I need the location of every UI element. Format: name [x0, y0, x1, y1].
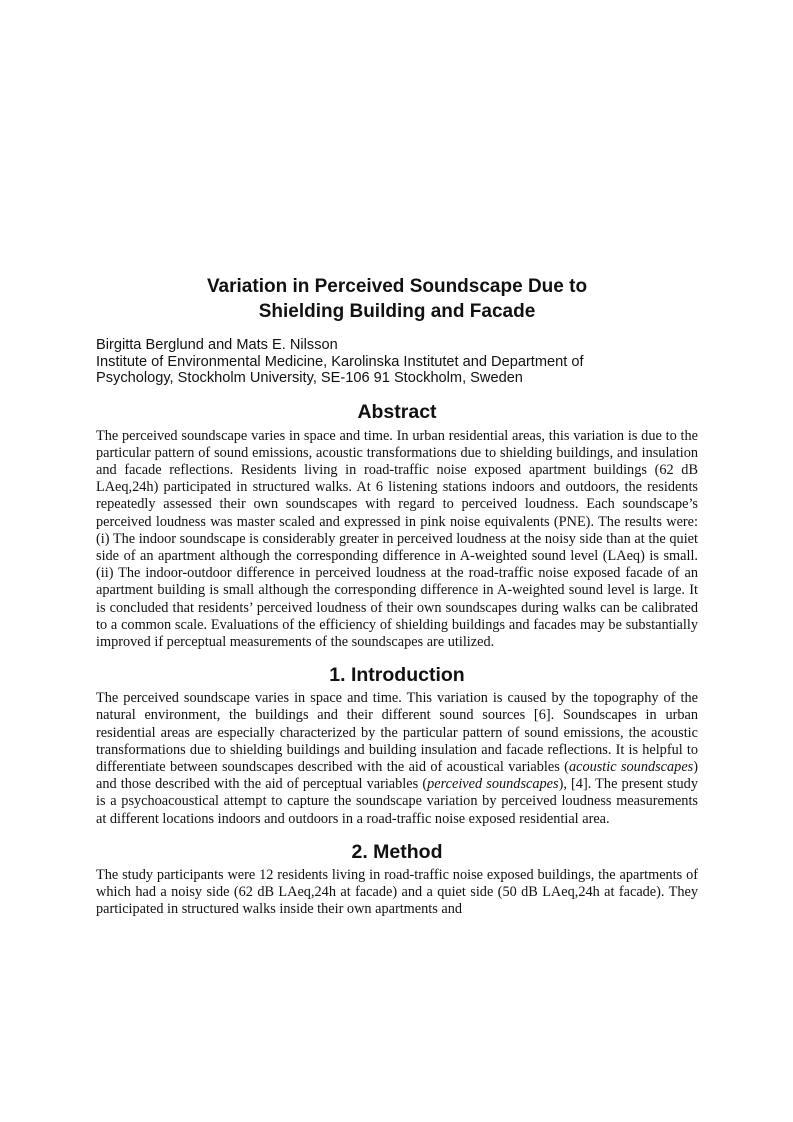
- author-names: Birgitta Berglund and Mats E. Nilsson: [96, 337, 338, 353]
- abstract-heading: Abstract: [357, 400, 437, 423]
- introduction-italic-term-2: perceived soundscapes: [427, 776, 559, 793]
- introduction-heading: 1. Introduction: [329, 664, 465, 687]
- introduction-text-part-2: ) and those described with the aid of perceptual variables (: [96, 758, 699, 793]
- introduction-text: [96, 690, 698, 828]
- paper-page: [96, 274, 698, 918]
- abstract-text: The perceived soundscape varies in space and time. In urban residential areas, this variation is due to the particular pattern of sound emissions, acoustic transformations due to shielding buildings, and insulation and facade reflections. Residents living in road-traffic noise exposed apartment buildings (62 dB LAeq,24h) participated in structured walks. At 6 listening stations indoors and outdoors, the residents repeatedly assessed their own soundscapes with regard to perceived loudness. Each soundscape’s perceived loudness was master scaled and expressed in pink noise equivalents (PNE). The results were: (i) The indoor soundscape is considerably greater in perceived loudness at the noisy side than at the quiet side of an apartment although the corresponding difference in A-weighted sound level (LAeq) is small. (ii) The indoor-outdoor difference in perceived loudness at the road-traffic noise exposed facade of an apartment building is small although the corresponding difference in A-weighted sound level is large. It is concluded that residents’ perceived loudness of their own soundscapes during walks can be calibrated to a common scale. Evaluations of the efficiency of shielding buildings and facades may be substantially improved if perceptual measurements of the soundscapes are utilized.: [96, 427, 698, 650]
- method-text: The study participants were 12 residents living in road-traffic noise exposed buildings, the apartments of which had a noisy side (62 dB LAeq,24h at facade) and a quiet side (50 dB LAeq,24h at facade). They participated in structured walks inside their own apartments and: [96, 866, 698, 918]
- affiliation-line-2: Psychology, Stockholm University, SE-106 91 Stockholm, Sweden: [96, 370, 523, 386]
- paper-title-line-1: Variation in Perceived Soundscape Due to: [206, 276, 588, 297]
- method-heading: 2. Method: [351, 840, 443, 863]
- paper-title-line-2: Shielding Building and Facade: [258, 301, 536, 322]
- introduction-text-part-1: The perceived soundscape varies in space and time. This variation is caused by the topography of the natural environment, the buildings and their different sound sources [6]. Soundscapes in urban residential areas are especially characterized by the particular pattern of sound emissions, the acoustic transformations due to shielding buildings and building insulation and facade reflections. It is helpful to differentiate between soundscapes described with the aid of acoustical variables (: [96, 690, 698, 775]
- introduction-italic-term-1: acoustic soundscapes: [568, 758, 694, 775]
- paper-title: [96, 274, 698, 324]
- affiliation-line-1: Institute of Environmental Medicine, Karolinska Institutet and Department of: [96, 353, 584, 370]
- author-block: [96, 337, 698, 387]
- introduction-text-part-3: ), [4]. The present study is a psychoacoustical attempt to capture the soundscape variation by perceived loudness measurements at different locations indoors and outdoors in a road-traffic noise exposed residential area.: [96, 776, 698, 827]
